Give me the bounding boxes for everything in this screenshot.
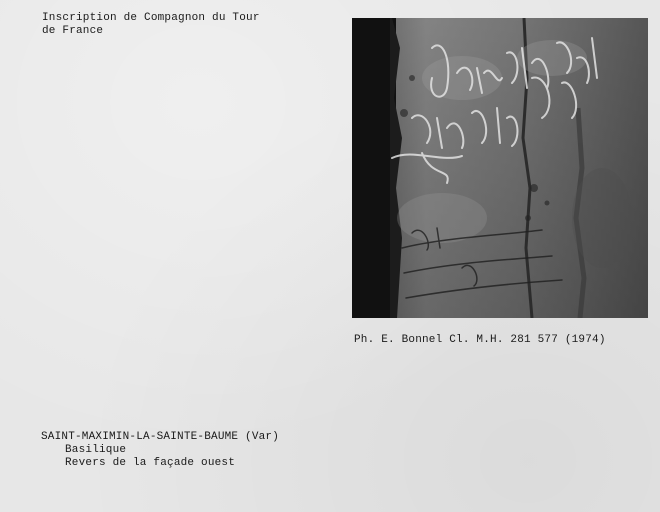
title-line-1: Inscription de Compagnon du Tour — [42, 12, 260, 24]
inscription-photograph — [352, 18, 648, 318]
commune-name: SAINT-MAXIMIN-LA-SAINTE-BAUME (Var) — [41, 431, 280, 443]
title-line-2: de France — [42, 25, 104, 37]
card-title — [42, 12, 260, 38]
location-detail: Revers de la façade ouest — [65, 457, 236, 469]
building-name: Basilique — [65, 444, 127, 456]
photo-credit-caption: Ph. E. Bonnel Cl. M.H. 281 577 (1974) — [354, 334, 606, 346]
location-block — [41, 431, 279, 470]
